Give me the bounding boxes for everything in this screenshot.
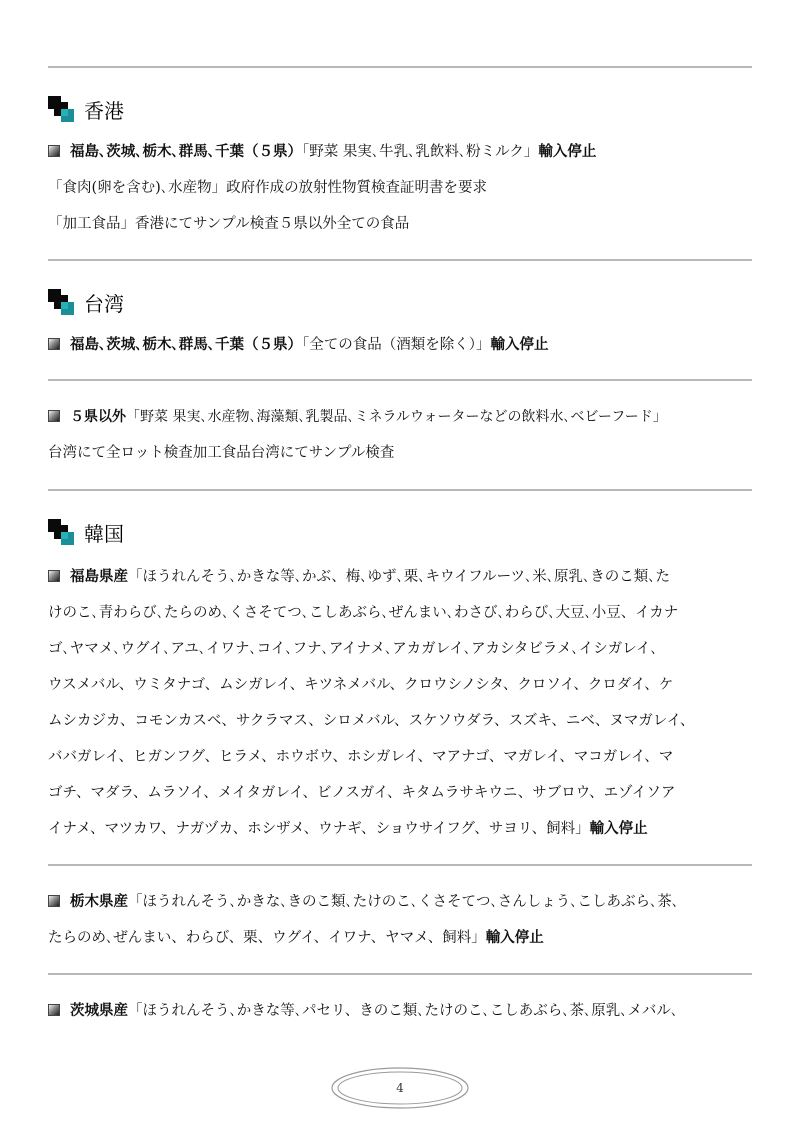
- bullet-icon: [48, 410, 60, 422]
- bullet-icon: [48, 895, 60, 907]
- korea-fukushima-line-1: 福島県産「ほうれんそう､かきな等､かぶ、梅､ゆず､栗､キウイフルーツ､米､原乳､きのこ類､た: [48, 567, 670, 587]
- hongkong-line-1: 福島､茨城､栃木､群馬､千葉（５県）「野菜 果実､牛乳､乳飲料､粉ミルク」輸入停止: [48, 142, 596, 162]
- taiwan-line-3: 台湾にて全ロット検査加工食品台湾にてサンプル検査: [48, 445, 395, 461]
- korea-fukushima-line-2: けのこ､青わらび､たらのめ､くさそてつ､こしあぶら､ぜんまい､わさび､わらび､大豆､小豆、イカナ: [48, 605, 679, 621]
- section-square-icon: [48, 519, 74, 545]
- section-heading-hongkong: [48, 95, 124, 123]
- hongkong-line-3: 「加工食品」香港にてサンプル検査５県以外全ての食品: [48, 216, 410, 232]
- section-square-icon: [48, 96, 74, 122]
- divider: [48, 973, 752, 975]
- korea-ibaraki-line-1: 茨城県産「ほうれんそう､かきな等､パセリ、きのこ類､たけのこ､こしあぶら､茶､原乳､メバル､: [48, 1001, 678, 1021]
- bullet-icon: [48, 338, 60, 350]
- section-heading-taiwan: [48, 288, 124, 316]
- section-title: 香港: [84, 98, 124, 123]
- divider: [48, 66, 752, 68]
- korea-tochigi-line-1: 栃木県産「ほうれんそう､かきな､きのこ類､たけのこ､くさそてつ､さんしょう､こしあぶら､茶､: [48, 892, 679, 912]
- korea-fukushima-line-7: ゴチ、マダラ、ムラソイ、メイタガレイ、ビノスガイ、キタムラサキウニ、サブロウ、エゾイソア: [48, 785, 676, 801]
- page-number: 4: [396, 1081, 404, 1095]
- bullet-icon: [48, 145, 60, 157]
- korea-fukushima-line-3: ゴ､ヤマメ､ウグイ､アユ､イワナ､コイ､フナ､アイナメ､アカガレイ､アカシタビラメ､イシガレイ､: [48, 641, 658, 657]
- divider: [48, 259, 752, 261]
- korea-tochigi-line-2: たらのめ､ぜんまい、わらび、栗、ウグイ、イワナ、ヤマメ、飼料」輸入停止: [48, 930, 544, 946]
- divider: [48, 379, 752, 381]
- section-title: 台湾: [84, 291, 124, 316]
- korea-fukushima-line-4: ウスメバル、ウミタナゴ、ムシガレイ、キツネメバル、クロウシノシタ、クロソイ、クロダイ、ケ: [48, 677, 674, 693]
- taiwan-line-2: ５県以外「野菜 果実､水産物､海藻類､乳製品､ミネラルウォーターなどの飲料水､ベビーフード」: [48, 407, 667, 427]
- divider: [48, 489, 752, 491]
- korea-fukushima-line-8: イナメ、マツカワ、ナガヅカ、ホシザメ、ウナギ、ショウサイフグ、サヨリ、飼料」輸入停止: [48, 821, 648, 837]
- page-number-badge: [330, 1066, 470, 1110]
- divider: [48, 864, 752, 866]
- korea-fukushima-line-5: ムシカジカ、コモンカスベ、サクラマス、シロメバル、スケソウダラ、スズキ、ニベ、ヌマガレイ、: [48, 713, 695, 729]
- section-title: 韓国: [84, 521, 124, 546]
- section-heading-korea: [48, 518, 124, 546]
- bullet-icon: [48, 1004, 60, 1016]
- hongkong-line-2: 「食肉(卵を含む)､水産物」政府作成の放射性物質検査証明書を要求: [48, 180, 488, 196]
- taiwan-line-1: 福島､茨城､栃木､群馬､千葉（５県）「全ての食品（酒類を除く）」輸入停止: [48, 335, 549, 355]
- section-square-icon: [48, 289, 74, 315]
- bullet-icon: [48, 570, 60, 582]
- korea-fukushima-line-6: ババガレイ、ヒガンフグ、ヒラメ、ホウボウ、ホシガレイ、マアナゴ、マガレイ、マコガレイ、マ: [48, 749, 674, 765]
